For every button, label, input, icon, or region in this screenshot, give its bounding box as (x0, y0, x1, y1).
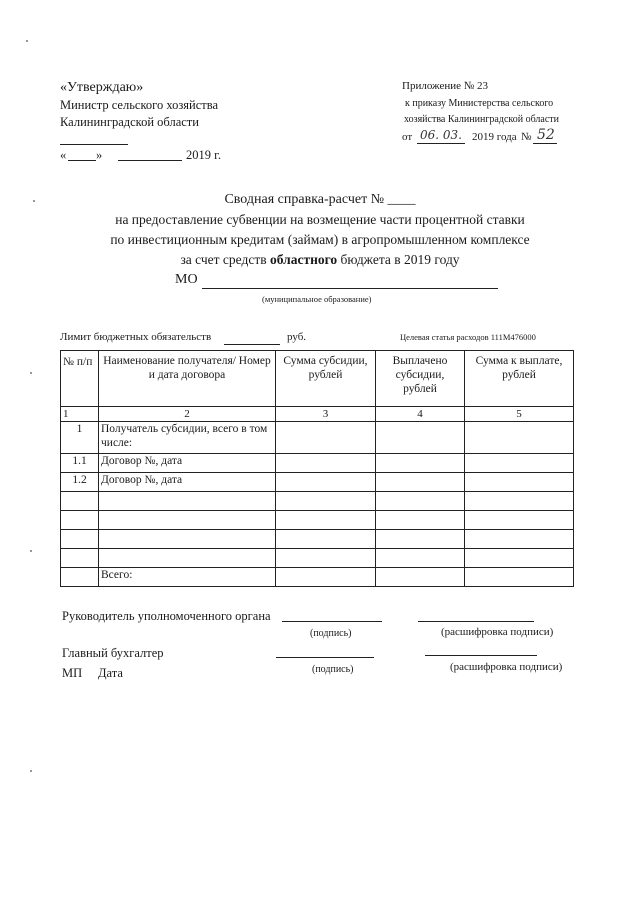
appendix-date-handwritten: 06. 03. (420, 128, 462, 142)
empty-cell[interactable] (61, 492, 99, 511)
row-due-cell[interactable] (465, 422, 574, 454)
column-number: 3 (276, 407, 376, 422)
approval-title: «Утверждаю» (60, 80, 144, 95)
table-row (61, 422, 574, 454)
empty-cell[interactable] (376, 549, 465, 568)
limit-unit: руб. (287, 331, 307, 343)
empty-cell[interactable] (376, 492, 465, 511)
row-paid-cell[interactable] (376, 422, 465, 454)
appendix-year: 2019 года (472, 131, 517, 143)
approval-date-close: » (96, 148, 103, 162)
column-number: 5 (465, 407, 574, 422)
accountant-decode-line[interactable] (425, 655, 537, 656)
total-paid-cell[interactable] (376, 568, 465, 587)
empty-cell[interactable] (99, 511, 276, 530)
empty-cell[interactable] (376, 511, 465, 530)
empty-table-row (61, 492, 574, 511)
empty-table-row (61, 549, 574, 568)
empty-cell[interactable] (61, 511, 99, 530)
accountant-signature-caption: (подпись) (312, 664, 354, 675)
limit-label: Лимит бюджетных обязательств (60, 331, 212, 343)
document-subtitle-line1: на предоставление субвенции на возмещение части процентной ставки (115, 212, 525, 227)
scan-speck (30, 372, 32, 374)
row-due-cell[interactable] (465, 454, 574, 473)
head-of-agency-label: Руководитель уполномоченного органа (62, 609, 271, 623)
row-paid-cell[interactable] (376, 454, 465, 473)
date-label: Дата (98, 666, 123, 680)
accountant-signature-line[interactable] (276, 657, 374, 658)
approval-signature-line (60, 144, 128, 145)
chief-accountant-label: Главный бухгалтер (62, 646, 164, 660)
row-name: Договор №, дата (99, 454, 276, 473)
row-paid-cell[interactable] (376, 473, 465, 492)
empty-cell[interactable] (61, 530, 99, 549)
col-header-subsidy: Сумма субсидии, рублей (276, 351, 376, 407)
approval-year: 2019 г. (186, 148, 221, 162)
mo-label: МО (175, 272, 198, 287)
empty-cell[interactable] (276, 492, 376, 511)
empty-cell[interactable] (99, 492, 276, 511)
empty-cell[interactable] (276, 530, 376, 549)
subtitle-post: бюджета в 2019 году (337, 252, 460, 267)
document-subtitle-line3 (0, 252, 640, 268)
total-label: Всего: (99, 568, 276, 587)
head-signature-line[interactable] (282, 621, 382, 622)
empty-table-row (61, 530, 574, 549)
appendix-number-label: № (521, 131, 532, 143)
approval-month-line (118, 160, 182, 161)
subtitle-pre: за счет средств (180, 252, 270, 267)
empty-cell[interactable] (99, 530, 276, 549)
stamp-label: МП (62, 666, 83, 680)
scan-speck (30, 550, 32, 552)
document-subtitle-line2: по инвестиционным кредитам (займам) в агропромышленном комплексе (110, 232, 530, 247)
empty-cell[interactable] (465, 549, 574, 568)
document-title: Сводная справка-расчет № ____ (224, 192, 416, 207)
total-subsidy-cell[interactable] (276, 568, 376, 587)
subtitle-bold: областного (269, 252, 338, 267)
approval-position: Министр сельского хозяйства (60, 98, 219, 112)
empty-cell[interactable] (276, 511, 376, 530)
column-number: 1 (61, 407, 99, 422)
table-header-row (61, 351, 574, 407)
empty-cell[interactable] (465, 530, 574, 549)
empty-cell[interactable] (276, 549, 376, 568)
mo-caption: (муниципальное образование) (262, 294, 372, 304)
row-num: 1 (61, 422, 99, 454)
head-decode-caption: (расшифровка подписи) (441, 626, 554, 638)
empty-cell[interactable] (465, 492, 574, 511)
total-due-cell[interactable] (465, 568, 574, 587)
table-row (61, 454, 574, 473)
table-row (61, 473, 574, 492)
empty-table-row (61, 511, 574, 530)
mo-line (202, 288, 498, 289)
approval-date-open: « (60, 148, 67, 162)
column-number: 2 (99, 407, 276, 422)
scan-speck (26, 40, 28, 42)
appendix-date-line (417, 143, 465, 144)
row-num: 1.2 (61, 473, 99, 492)
row-num: 1.1 (61, 454, 99, 473)
appendix-number-handwritten: 52 (537, 127, 555, 143)
row-due-cell[interactable] (465, 473, 574, 492)
accountant-decode-caption: (расшифровка подписи) (450, 661, 563, 673)
head-decode-line[interactable] (418, 621, 534, 622)
row-name: Договор №, дата (99, 473, 276, 492)
head-signature-caption: (подпись) (310, 628, 352, 639)
column-number: 4 (376, 407, 465, 422)
total-num-cell (61, 568, 99, 587)
row-subsidy-cell[interactable] (276, 454, 376, 473)
row-name: Получатель субсидии, всего в том числе: (99, 422, 276, 454)
empty-cell[interactable] (61, 549, 99, 568)
target-article: Целевая статья расходов 111М476000 (400, 332, 536, 342)
column-number-row (61, 407, 574, 422)
appendix-ministry: хозяйства Калининградской области (404, 114, 560, 125)
appendix-date-label: от (402, 131, 413, 143)
appendix-order: к приказу Министерства сельского (405, 98, 554, 109)
limit-line (224, 344, 280, 345)
col-header-name: Наименование получателя/ Номер и дата договора (99, 351, 276, 407)
empty-cell[interactable] (465, 511, 574, 530)
appendix-number-line (533, 143, 557, 144)
row-subsidy-cell[interactable] (276, 422, 376, 454)
col-header-num: № п/п (61, 351, 99, 407)
total-row (61, 568, 574, 587)
scan-speck (30, 770, 32, 772)
col-header-paid: Выплачено субсидии, рублей (376, 351, 465, 407)
empty-cell[interactable] (99, 549, 276, 568)
row-subsidy-cell[interactable] (276, 473, 376, 492)
approval-day-line (68, 160, 96, 161)
empty-cell[interactable] (376, 530, 465, 549)
subsidy-table (60, 350, 574, 587)
approval-region: Калининградской области (60, 115, 199, 129)
col-header-due: Сумма к выплате, рублей (465, 351, 574, 407)
appendix-number: Приложение № 23 (402, 80, 489, 92)
